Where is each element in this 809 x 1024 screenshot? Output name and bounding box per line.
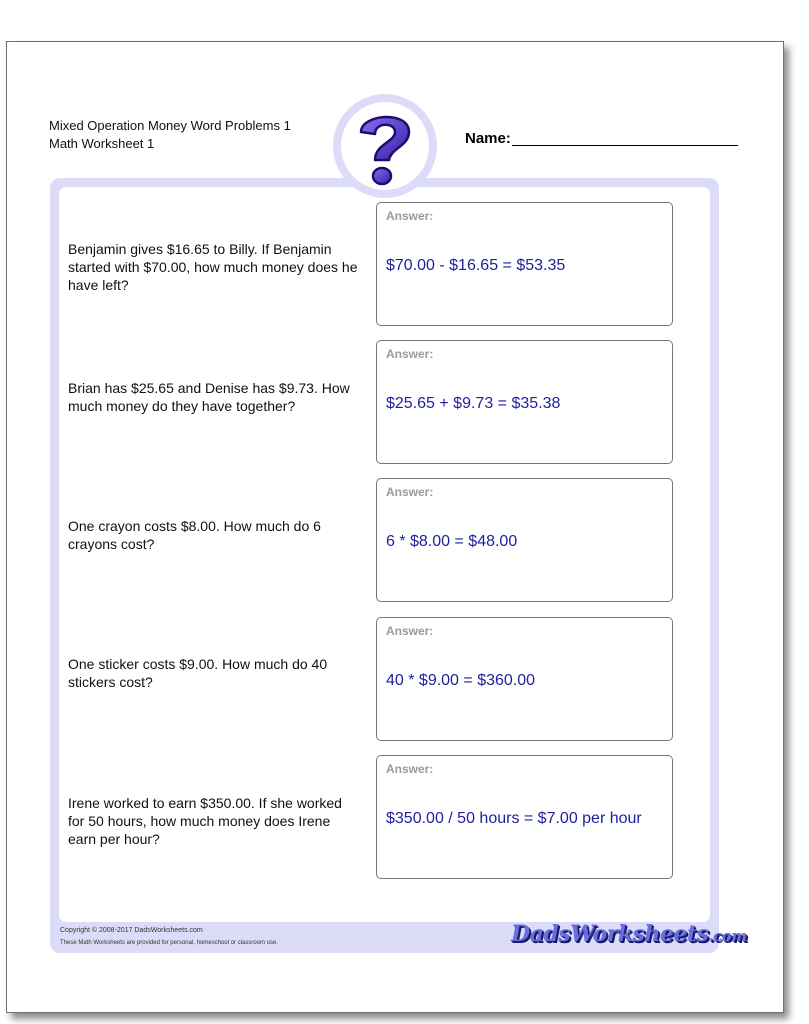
answer-label: Answer: <box>386 762 434 776</box>
problem-question: Brian has $25.65 and Denise has $9.73. How much money do they have together? <box>68 380 350 414</box>
worksheet-title: Mixed Operation Money Word Problems 1 <box>49 118 291 133</box>
answer-label: Answer: <box>386 209 434 223</box>
disclaimer-text: These Math Worksheets are provided for personal, homeschool or classroom use. <box>60 940 278 946</box>
answer-value: $350.00 / 50 hours = $7.00 per hour <box>386 810 642 827</box>
answer-value: $70.00 - $16.65 = $53.35 <box>386 257 566 274</box>
answer-box <box>376 617 673 741</box>
copyright-text: Copyright © 2008-2017 DadsWorksheets.com <box>60 927 203 934</box>
worksheet-subtitle: Math Worksheet 1 <box>49 136 155 151</box>
problem-question: One sticker costs $9.00. How much do 40 stickers cost? <box>68 656 328 690</box>
answer-label: Answer: <box>386 624 434 638</box>
problem-question: Irene worked to earn $350.00. If she worked for 50 hours, how much money does Irene earn per hour? <box>68 795 342 847</box>
answer-value: 6 * $8.00 = $48.00 <box>386 533 518 550</box>
answer-value: 40 * $9.00 = $360.00 <box>386 672 536 689</box>
name-input-line[interactable] <box>512 145 738 146</box>
answer-box <box>376 202 673 326</box>
name-label: Name: <box>465 130 511 147</box>
answer-box <box>376 478 673 602</box>
logo-suffix: .com <box>708 927 747 945</box>
problem-question: Benjamin gives $16.65 to Billy. If Benjamin started with $70.00, how much money does he have left? <box>68 241 358 293</box>
answer-label: Answer: <box>386 347 434 361</box>
question-mark-icon <box>349 106 421 190</box>
answer-box <box>376 755 673 879</box>
answer-label: Answer: <box>386 485 434 499</box>
site-logo <box>511 921 747 947</box>
answer-box <box>376 340 673 464</box>
logo-main: DadsWorksheets <box>511 921 709 947</box>
problem-question: One crayon costs $8.00. How much do 6 crayons cost? <box>68 518 321 552</box>
answer-value: $25.65 + $9.73 = $35.38 <box>386 395 561 412</box>
